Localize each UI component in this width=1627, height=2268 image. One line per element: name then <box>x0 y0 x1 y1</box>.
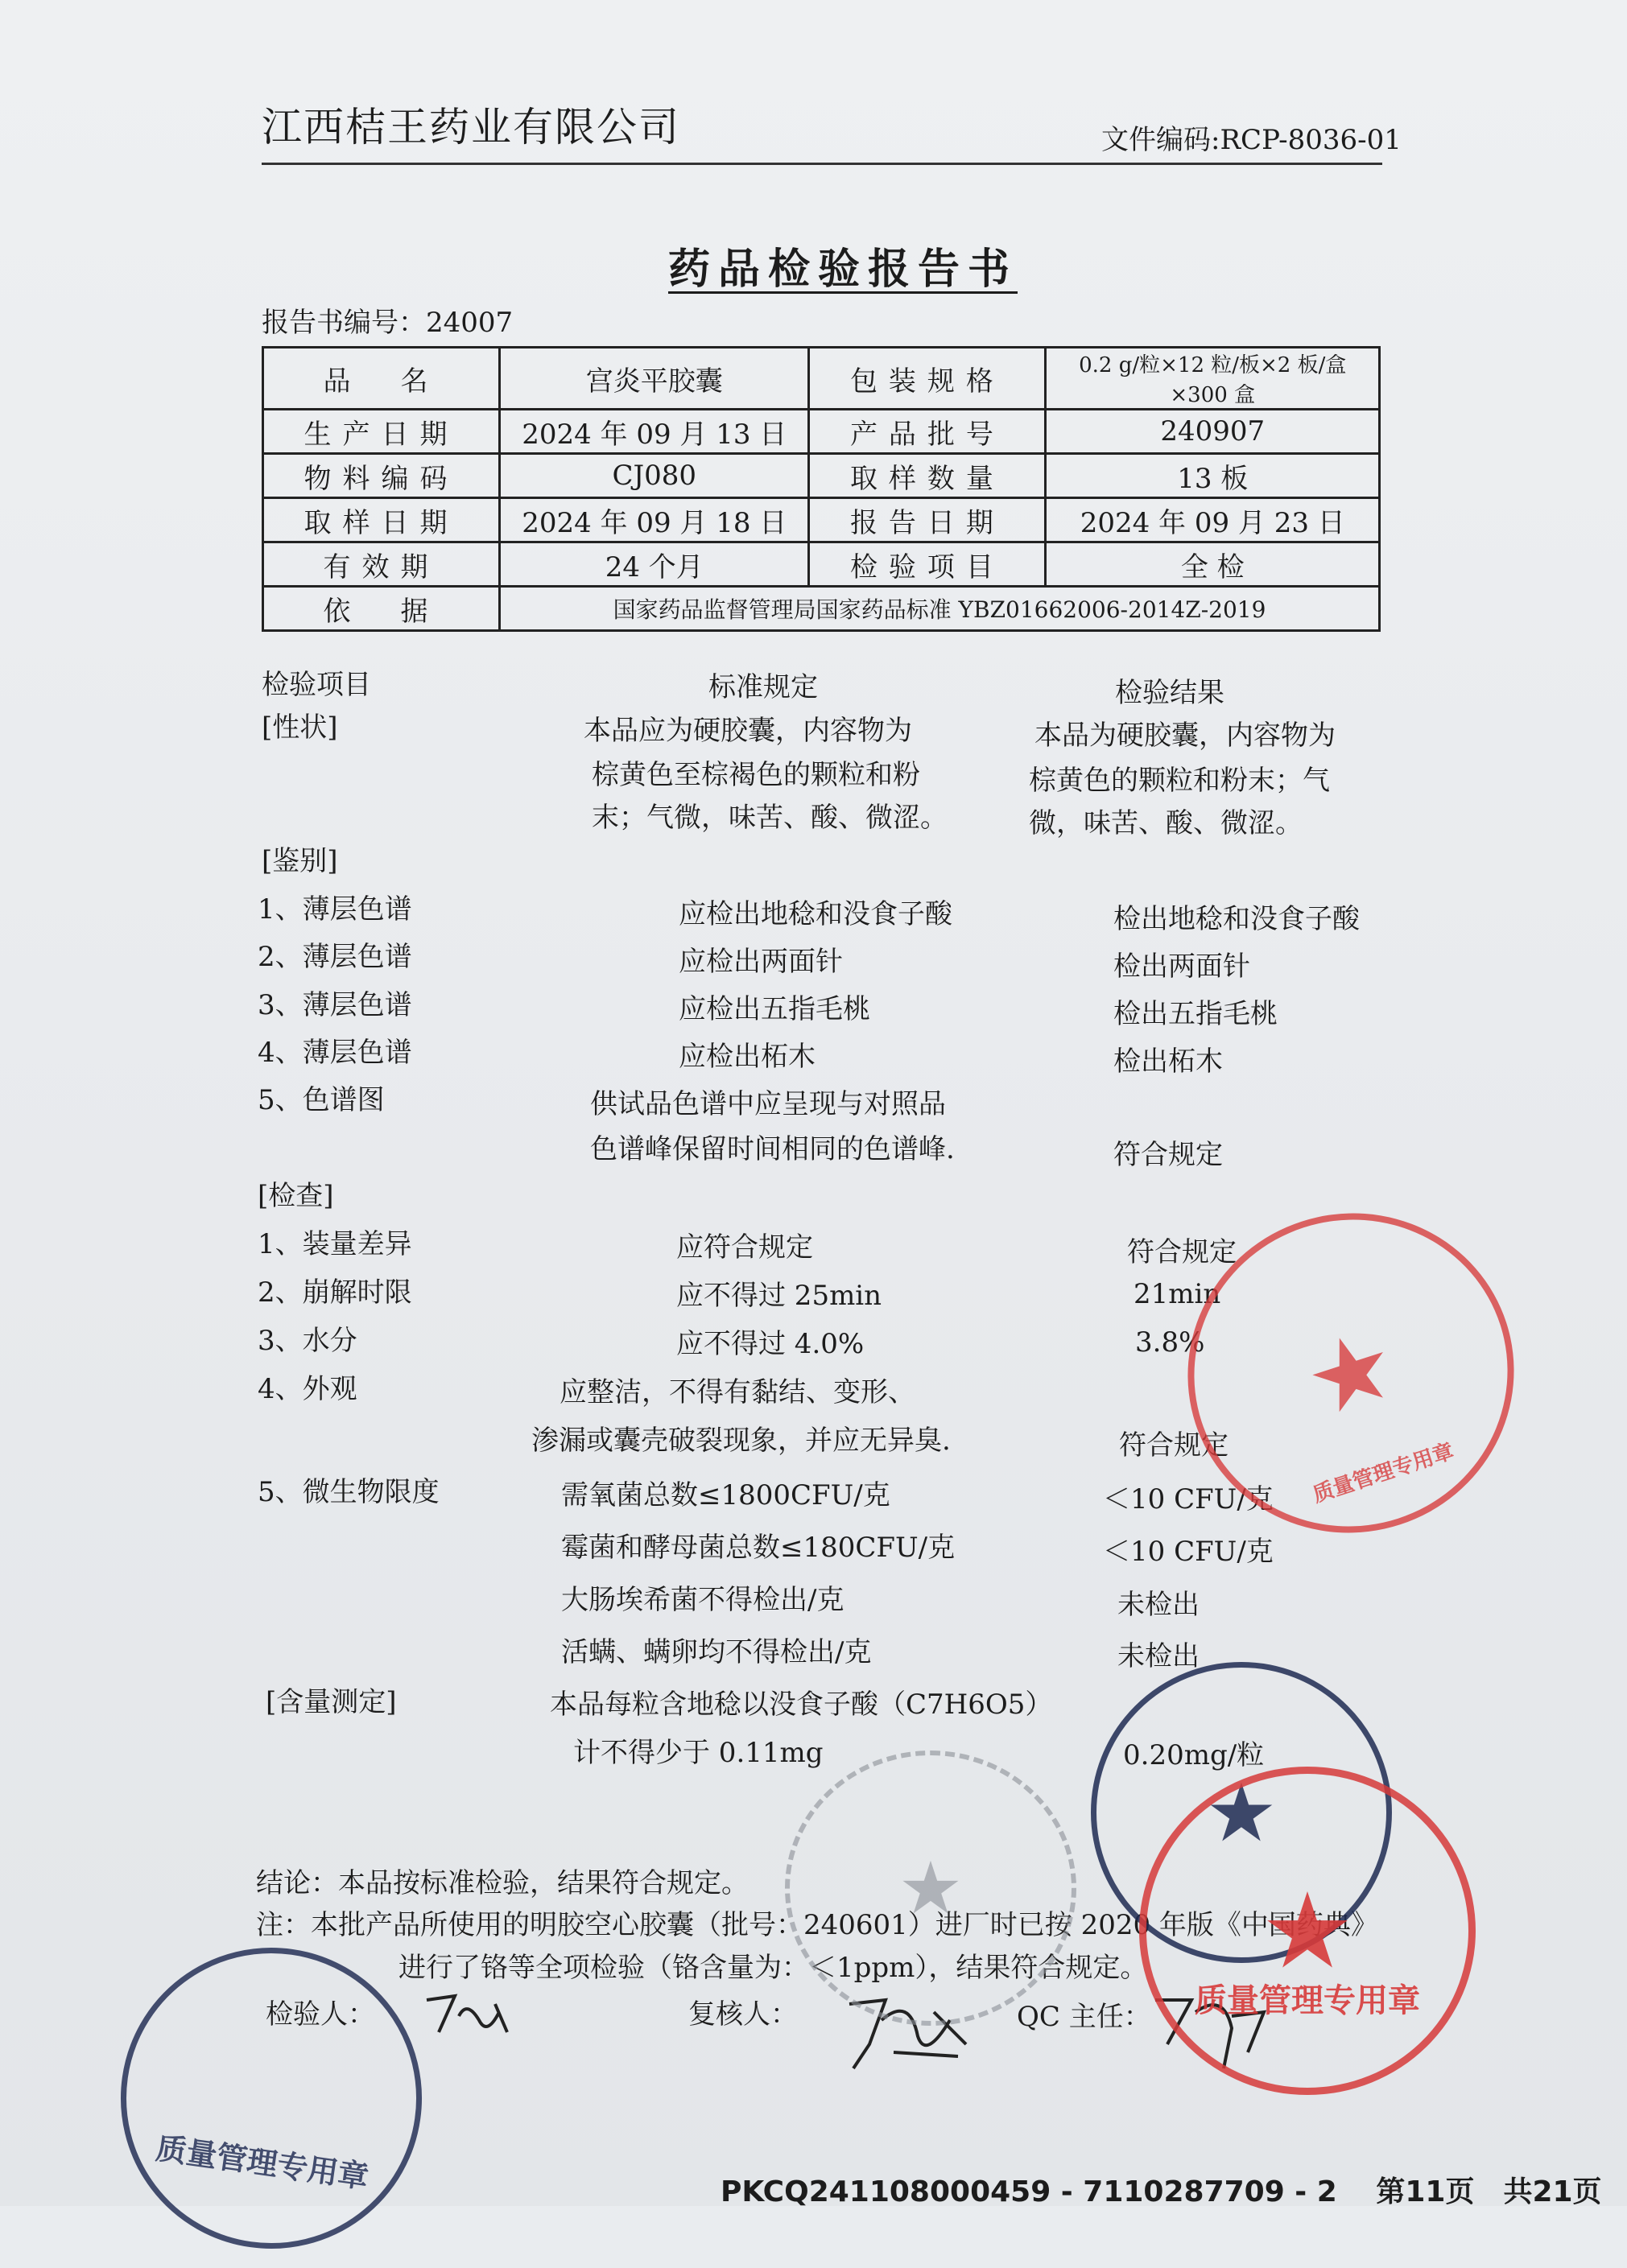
identification-standard: 应检出五指毛桃 <box>679 993 870 1025</box>
microbial-result: 未检出 <box>1117 1589 1200 1621</box>
header-rule <box>262 163 1382 165</box>
table-row <box>263 498 1380 542</box>
inspection-result: 符合规定 <box>1127 1236 1237 1268</box>
microbial-standard: 霉菌和酵母菌总数≤180CFU/克 <box>561 1532 956 1564</box>
microbial-standard: 活螨、螨卵均不得检出/克 <box>561 1636 872 1668</box>
production-date-value: 2024 年 09 月 13 日 <box>500 410 809 454</box>
chromatogram-standard-line: 供试品色谱中应呈现与对照品 <box>590 1088 946 1120</box>
inspection-result: 21min <box>1134 1278 1221 1310</box>
identification-result: 检出五指毛桃 <box>1113 998 1278 1030</box>
stamp-star-icon: ★ <box>1292 1306 1410 1440</box>
test-items-value: 全 检 <box>1046 542 1380 587</box>
document-code: 文件编码:RCP-8036-01 <box>1101 124 1402 156</box>
batch-label: 产品批号 <box>809 410 1046 454</box>
assay-standard-line: 计不得少于 0.11mg <box>573 1737 824 1769</box>
identification-item: 2、薄层色谱 <box>258 941 412 973</box>
microbial-result: 未检出 <box>1117 1640 1200 1672</box>
sample-date-value: 2024 年 09 月 18 日 <box>500 498 809 542</box>
inspector-signature <box>419 1988 515 2044</box>
column-header-result: 检验结果 <box>1115 677 1224 709</box>
package-spec-label: 包装规格 <box>809 348 1046 410</box>
test-items-label: 检验项目 <box>809 542 1046 587</box>
stamp-text: 质量管理专用章 <box>153 2130 371 2196</box>
stamp-star-icon: ★ <box>898 1845 964 1931</box>
production-date-label: 生产日期 <box>263 410 500 454</box>
report-date-label: 报告日期 <box>809 498 1046 542</box>
inspection-standard: 应符合规定 <box>676 1231 813 1264</box>
section-assay: [含量测定] <box>266 1686 397 1718</box>
qc-director-label: QC 主任： <box>1017 2001 1151 2033</box>
inspector-label: 检验人： <box>266 1998 375 2031</box>
identification-standard: 应检出两面针 <box>679 946 843 978</box>
identification-standard: 应检出地稔和没食子酸 <box>679 898 952 930</box>
identification-item: 1、薄层色谱 <box>258 893 412 926</box>
identification-item: 5、色谱图 <box>258 1084 385 1116</box>
stamp-star-icon: ★ <box>1205 1765 1278 1860</box>
inspection-item: 2、崩解时限 <box>258 1276 412 1309</box>
assay-result: 0.20mg/粒 <box>1123 1739 1265 1771</box>
report-number: 报告书编号：24007 <box>262 307 514 339</box>
section-identification: [鉴别] <box>262 845 338 877</box>
identification-item: 3、薄层色谱 <box>258 989 412 1021</box>
assay-standard-line: 本品每粒含地稔以没食子酸（C7H6O5） <box>550 1689 1053 1721</box>
inspection-item: 4、外观 <box>258 1373 357 1405</box>
inspection-item: 3、水分 <box>258 1325 357 1357</box>
company-name: 江西桔王药业有限公司 <box>262 104 680 151</box>
stamp-text: 质量管理专用章 <box>1310 1439 1457 1507</box>
identification-item: 4、薄层色谱 <box>258 1037 412 1069</box>
validity-value: 24 个月 <box>500 542 809 587</box>
table-row <box>263 587 1380 631</box>
character-result-line: 微，味苦、酸、微涩。 <box>1029 807 1303 839</box>
quality-seal-red-bottom <box>1139 1767 1476 2095</box>
sample-quantity-value: 13 板 <box>1046 454 1380 498</box>
reviewer-label: 复核人： <box>688 1998 798 2031</box>
microbial-standard: 需氧菌总数≤1800CFU/克 <box>561 1479 890 1511</box>
product-name-label: 品 名 <box>263 348 500 410</box>
material-code-value: CJ080 <box>500 454 809 498</box>
quality-seal-navy-left <box>101 1928 441 2268</box>
inspection-item: 1、装量差异 <box>258 1228 412 1260</box>
table-row <box>263 410 1380 454</box>
page-footer: PKCQ241108000459 - 7110287709 - 2 第11页 共21页 <box>721 2175 1602 2208</box>
basis-label: 依 据 <box>263 587 500 631</box>
column-header-item: 检验项目 <box>262 669 371 701</box>
report-date-value: 2024 年 09 月 23 日 <box>1046 498 1380 542</box>
character-standard-line: 末；气微，味苦、酸、微涩。 <box>592 802 948 834</box>
inspection-item: 5、微生物限度 <box>258 1476 440 1508</box>
sample-date-label: 取样日期 <box>263 498 500 542</box>
info-table <box>262 346 1381 632</box>
character-result-line: 棕黄色的颗粒和粉末；气 <box>1029 765 1330 797</box>
section-inspection: [检查] <box>258 1180 334 1212</box>
chromatogram-result: 符合规定 <box>1113 1139 1223 1171</box>
character-standard-line: 棕黄色至棕褐色的颗粒和粉 <box>592 759 920 791</box>
microbial-result: ＜10 CFU/克 <box>1103 1536 1274 1568</box>
basis-value: 国家药品监督管理局国家药品标准 YBZ01662006-2014Z-2019 <box>500 587 1380 631</box>
microbial-standard: 大肠埃希菌不得检出/克 <box>561 1584 844 1616</box>
stamp-text: 质量管理专用章 <box>1195 1982 1420 2019</box>
appearance-standard-line: 渗漏或囊壳破裂现象，并应无异臭. <box>531 1425 951 1457</box>
table-row <box>263 454 1380 498</box>
note-line: 注：本批产品所使用的明胶空心胶囊（批号：240601）进厂时已按 2020 年版《中国药典》 <box>256 1909 1378 1941</box>
validity-label: 有效期 <box>263 542 500 587</box>
identification-result: 检出两面针 <box>1113 950 1250 983</box>
product-name-value: 宫炎平胶囊 <box>500 348 809 410</box>
stamp-star-icon: ★ <box>1260 1870 1355 1992</box>
character-standard-line: 本品应为硬胶囊，内容物为 <box>584 715 912 747</box>
character-result-line: 本品为硬胶囊，内容物为 <box>1034 720 1336 752</box>
identification-result: 检出柘木 <box>1113 1045 1223 1078</box>
report-title: 药品检验报告书 <box>668 245 1018 294</box>
table-row <box>263 348 1380 410</box>
sample-quantity-label: 取样数量 <box>809 454 1046 498</box>
company-seal-gray <box>785 1750 1076 2026</box>
inspection-standard: 应不得过 4.0% <box>676 1328 865 1360</box>
package-spec-value: 0.2 g/粒×12 粒/板×2 板/盒×300 盒 <box>1046 348 1380 410</box>
section-character: [性状] <box>262 711 338 744</box>
inspection-result: 3.8% <box>1135 1326 1205 1359</box>
chromatogram-standard-line: 色谱峰保留时间相同的色谱峰. <box>590 1133 955 1165</box>
inspection-standard: 应不得过 25min <box>676 1280 882 1312</box>
column-header-standard: 标准规定 <box>708 671 818 703</box>
appearance-result: 符合规定 <box>1119 1429 1229 1462</box>
batch-value: 240907 <box>1046 410 1380 454</box>
material-code-label: 物料编码 <box>263 454 500 498</box>
identification-standard: 应检出柘木 <box>679 1041 816 1073</box>
conclusion: 结论：本品按标准检验，结果符合规定。 <box>256 1867 749 1899</box>
note-line: 进行了铬等全项检验（铬含量为：＜1ppm），结果符合规定。 <box>398 1952 1148 1984</box>
appearance-standard-line: 应整洁，不得有黏结、变形、 <box>560 1376 915 1408</box>
identification-result: 检出地稔和没食子酸 <box>1113 903 1360 935</box>
table-row <box>263 542 1380 587</box>
microbial-result: ＜10 CFU/克 <box>1103 1483 1274 1515</box>
